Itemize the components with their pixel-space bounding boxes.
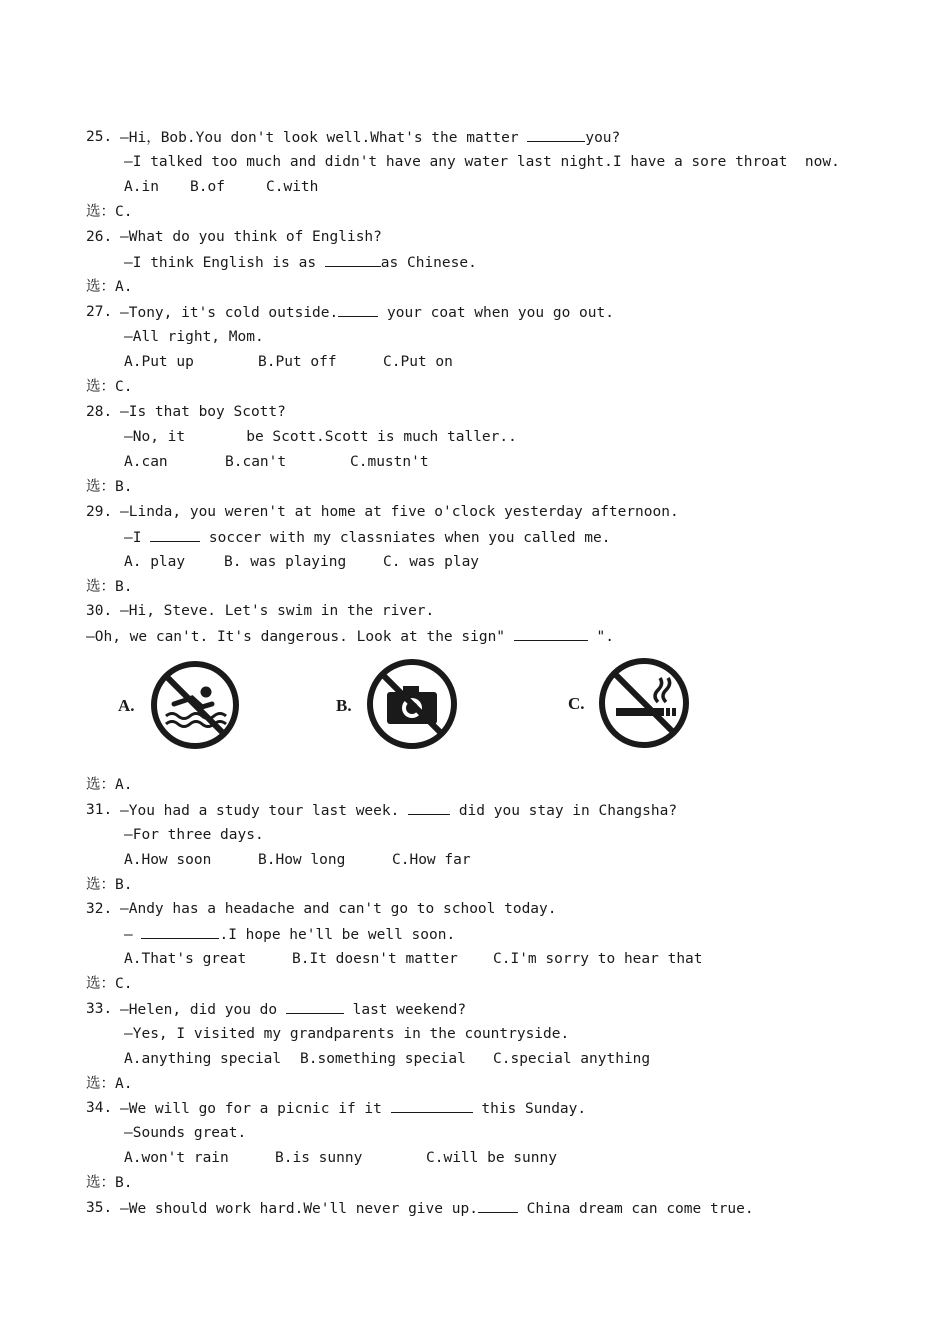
option-b: B. was playing [224, 554, 347, 570]
option-a: A.How soon [124, 852, 212, 868]
answer-blank [286, 999, 344, 1014]
question-response: — .I hope he'll be well soon. [124, 924, 455, 944]
answer-blank [408, 800, 450, 815]
question-number: 35. [86, 1200, 113, 1216]
question-response: —Oh, we can't. It's dangerous. Look at the sign" ". [86, 626, 614, 646]
no-smoking-icon [596, 658, 692, 748]
answer-blank [338, 302, 378, 317]
option-b: B.of [190, 179, 225, 195]
option-c: C.Put on [383, 354, 453, 370]
sign-label-a: A. [118, 696, 135, 715]
answer-line: 选：B. [86, 579, 133, 595]
question-response: —I soccer with my classniates when you called me. [124, 527, 611, 547]
question-number: 26. [86, 229, 113, 245]
option-a: A.won't rain [124, 1150, 229, 1166]
answer-line: 选：B. [86, 877, 133, 893]
question-prompt: —You had a study tour last week. did you stay in Changsha? [120, 800, 677, 820]
option-c: C.with [266, 179, 319, 195]
question-response: —I talked too much and didn't have any water last night.I have a sore throat now. [124, 154, 840, 170]
answer-line: 选：A. [86, 1076, 133, 1092]
question-number: 28. [86, 404, 113, 420]
answer-blank [150, 527, 200, 542]
option-c: C. was play [383, 554, 480, 570]
option-a: A.can [124, 454, 168, 470]
question-number: 25. [86, 129, 113, 145]
question-prompt: —Hi，Bob.You don't look well.What's the matter you? [120, 127, 620, 147]
answer-blank [141, 924, 219, 939]
sign-label-c: C. [568, 694, 585, 713]
answer-line: 选：A. [86, 777, 133, 793]
option-a: A.in [124, 179, 159, 195]
option-c: C.How far [392, 852, 471, 868]
question-number: 33. [86, 1001, 113, 1017]
no-camera-icon [365, 658, 459, 750]
answer-line: 选：C. [86, 379, 133, 395]
question-prompt: —Linda, you weren't at home at five o'clock yesterday afternoon. [120, 504, 679, 520]
answer-line: 选：B. [86, 1175, 133, 1191]
option-c: C.mustn't [350, 454, 429, 470]
option-b: B.can't [225, 454, 287, 470]
question-response: —All right, Mom. [124, 329, 264, 345]
question-prompt: —We will go for a picnic if it this Sunday. [120, 1098, 586, 1118]
option-a: A.Put up [124, 354, 194, 370]
question-response: —No, it be Scott.Scott is much taller.. [124, 429, 517, 445]
question-prompt: —Tony, it's cold outside. your coat when you go out. [120, 302, 614, 322]
question-prompt: —Helen, did you do last weekend? [120, 999, 466, 1019]
option-a: A.anything special [124, 1051, 282, 1067]
option-b: B.How long [258, 852, 346, 868]
option-c: C.special anything [493, 1051, 651, 1067]
answer-blank [514, 626, 588, 641]
answer-blank [527, 127, 585, 142]
question-prompt: —We should work hard.We'll never give up. China dream can come true. [120, 1198, 754, 1218]
question-number: 30. [86, 603, 113, 619]
option-b: B.something special [300, 1051, 466, 1067]
option-b: B.Put off [258, 354, 337, 370]
question-number: 27. [86, 304, 113, 320]
question-number: 34. [86, 1100, 113, 1116]
sign-options [110, 658, 710, 753]
question-prompt: —What do you think of English? [120, 229, 382, 245]
option-b: B.is sunny [275, 1150, 363, 1166]
question-response: —Sounds great. [124, 1125, 247, 1141]
question-response: —For three days. [124, 827, 264, 843]
option-c: C.I'm sorry to hear that [493, 951, 703, 967]
question-number: 29. [86, 504, 113, 520]
question-prompt: —Hi, Steve. Let's swim in the river. [120, 603, 435, 619]
question-number: 31. [86, 802, 113, 818]
sign-label-b: B. [336, 696, 352, 715]
answer-line: 选：B. [86, 479, 133, 495]
option-a: A. play [124, 554, 186, 570]
no-swimming-icon [148, 660, 242, 750]
option-a: A.That's great [124, 951, 247, 967]
question-prompt: —Is that boy Scott? [120, 404, 286, 420]
question-response: —I think English is as as Chinese. [124, 252, 477, 272]
answer-blank [391, 1098, 473, 1113]
answer-line: 选：C. [86, 976, 133, 992]
option-c: C.will be sunny [426, 1150, 557, 1166]
option-b: B.It doesn't matter [292, 951, 458, 967]
answer-blank [478, 1198, 518, 1213]
question-prompt: —Andy has a headache and can't go to school today. [120, 901, 557, 917]
answer-line: 选：A. [86, 279, 133, 295]
answer-blank [325, 252, 381, 267]
question-response: —Yes, I visited my grandparents in the countryside. [124, 1026, 570, 1042]
answer-line: 选：C. [86, 204, 133, 220]
question-number: 32. [86, 901, 113, 917]
